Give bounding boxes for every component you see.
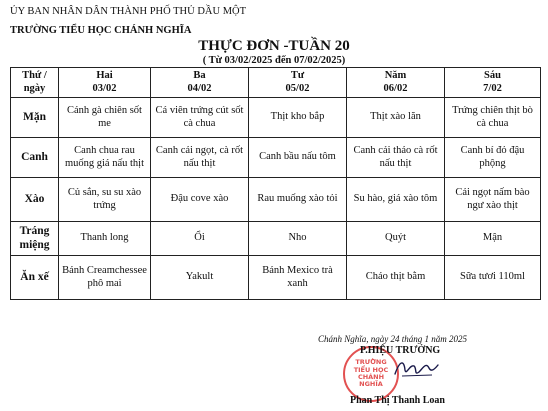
day-date: 06/02	[383, 82, 408, 94]
table-cell: Canh bí đỏ đậu phộng	[445, 138, 541, 178]
corner-label-bottom: ngày	[23, 82, 46, 94]
corner-label-top: Thứ /	[22, 69, 47, 81]
menu-table	[10, 67, 541, 300]
table-row-man	[11, 98, 541, 138]
table-cell: Rau muống xào tỏi	[249, 178, 347, 222]
signoff-name: Phan Thị Thanh Loan	[350, 395, 445, 406]
row-label-canh: Canh	[11, 138, 59, 178]
day-date: 04/02	[187, 82, 212, 94]
day-name: Tư	[290, 69, 305, 81]
table-cell: Cháo thịt bằm	[347, 256, 445, 300]
handwritten-signature	[392, 356, 440, 380]
day-header-thursday	[347, 68, 445, 98]
table-cell: Trứng chiên thịt bò cà chua	[445, 98, 541, 138]
authority-heading: ỦY BAN NHÂN DÂN THÀNH PHỐ THỦ DẦU MỘT	[10, 6, 247, 17]
stamp-line: TIỂU HỌC	[353, 365, 389, 374]
table-cell: Thịt kho bắp	[249, 98, 347, 138]
stamp-line: TRƯỜNG	[355, 358, 387, 367]
signoff-date-line: Chánh Nghĩa, ngày 24 tháng 1 năm 2025	[318, 334, 468, 344]
day-name: Sáu	[484, 69, 501, 81]
school-heading: TRƯỜNG TIỂU HỌC CHÁNH NGHĨA	[10, 25, 192, 36]
day-date: 7/02	[483, 82, 502, 94]
table-row-xao	[11, 178, 541, 222]
table-cell: Cánh gà chiên sốt me	[59, 98, 151, 138]
row-label-xao: Xào	[11, 178, 59, 222]
table-cell: Thịt xào lăn	[347, 98, 445, 138]
table-cell: Nho	[249, 222, 347, 256]
table-cell: Canh cải ngọt, cà rốt nấu thịt	[151, 138, 249, 178]
table-cell: Sữa tươi 110ml	[445, 256, 541, 300]
table-row-canh	[11, 138, 541, 178]
menu-title: THỰC ĐƠN -TUẦN 20	[198, 38, 350, 54]
row-label-an-xe: Ăn xế	[11, 256, 59, 300]
day-header-friday	[445, 68, 541, 98]
day-date: 05/02	[285, 82, 310, 94]
day-date: 03/02	[92, 82, 117, 94]
table-cell: Canh cải thảo cà rốt nấu thịt	[347, 138, 445, 178]
day-name: Năm	[384, 69, 407, 81]
table-cell: Quýt	[347, 222, 445, 256]
table-cell: Ổi	[151, 222, 249, 256]
table-cell: Bánh Creamchessee phô mai	[59, 256, 151, 300]
row-label-man: Mặn	[11, 98, 59, 138]
table-row-trang-mieng	[11, 222, 541, 256]
day-header-monday	[59, 68, 151, 98]
table-cell: Bánh Mexico trà xanh	[249, 256, 347, 300]
day-name: Ba	[193, 69, 206, 81]
stamp-line: CHÁNH NGHĨA	[357, 373, 385, 389]
day-header-tuesday	[151, 68, 249, 98]
table-cell: Cải ngọt nấm bào ngư xào thịt	[445, 178, 541, 222]
day-name: Hai	[96, 69, 113, 81]
table-header-row	[11, 68, 541, 98]
table-cell: Mận	[445, 222, 541, 256]
row-label-trang-mieng: Tráng miệng	[11, 222, 59, 256]
table-cell: Su hào, giá xào tôm	[347, 178, 445, 222]
table-row-an-xe	[11, 256, 541, 300]
table-cell: Yakult	[151, 256, 249, 300]
day-header-wednesday	[249, 68, 347, 98]
table-cell: Canh bầu nấu tôm	[249, 138, 347, 178]
table-cell: Cá viên trứng cút sốt cà chua	[151, 98, 249, 138]
table-cell: Củ sắn, su su xào trứng	[59, 178, 151, 222]
menu-subtitle: ( Từ 03/02/2025 đến 07/02/2025)	[202, 55, 346, 66]
signoff-role: P.HIỆU TRƯỞNG	[360, 345, 441, 356]
table-cell: Canh chua rau muống giá nấu thịt	[59, 138, 151, 178]
table-cell: Đậu cove xào	[151, 178, 249, 222]
corner-cell	[11, 68, 59, 98]
table-cell: Thanh long	[59, 222, 151, 256]
